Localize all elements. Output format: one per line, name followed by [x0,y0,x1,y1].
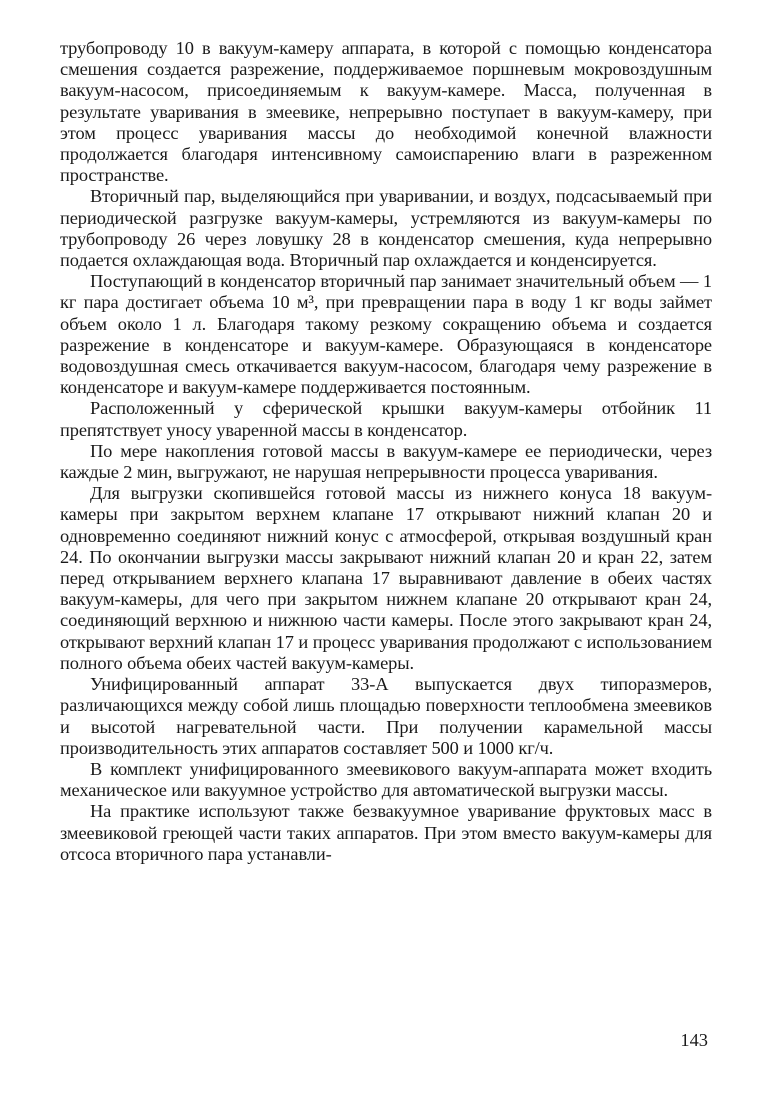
paragraph-4: Расположенный у сферической крышки вакуум-камеры отбойник 11 препятствует уносу уваренной массы в конденсатор. [60,398,712,440]
paragraph-3: Поступающий в конденсатор вторичный пар занимает значительный объем — 1 кг пара достигает объема 10 м³, при превращении пара в воду 1 кг воды займет объем около 1 л. Благодаря такому резкому сокращению объема и создается разрежение в конденсаторе и вакуум-камере. Образующаяся в конденсаторе водовоздушная смесь откачивается вакуум-насосом, благодаря чему разрежение в конденсаторе и вакуум-камере поддерживается постоянным. [60,271,712,398]
document-page [60,38,712,865]
page-number: 143 [680,1030,708,1050]
paragraph-8: В комплект унифицированного змеевикового вакуум-аппарата может входить механическое или вакуумное устройство для автоматической выгрузки массы. [60,758,712,801]
paragraph-6: Для выгрузки скопившейся готовой массы из нижнего конуса 18 вакуум-камеры при закрытом верхнем клапане 17 открывают нижний клапан 20 и одновременно соединяют нижний конус с атмосферой, открывая воздушный кран 24. По окончании выгрузки массы закрывают нижний клапан 20 и кран 22, затем перед открыванием верхнего клапана 17 выравнивают давление в обеих частях вакуум-камеры, для чего при закрытом нижнем клапане 20 открывают кран 24, соединяющий верхнюю и нижнюю части камеры. После этого закрывают кран 24, открывают верхний клапан 17 и процесс уваривания продолжают с использованием полного объема обеих частей вакуум-камеры. [60,483,712,673]
paragraph-9: На практике используют также безвакуумное уваривание фруктовых масс в змеевиковой греющей части таких аппаратов. При этом вместо вакуум-камеры для отсоса вторичного пара устанавли- [60,801,712,864]
paragraph-7: Унифицированный аппарат 33-А выпускается двух типоразмеров, различающихся между собой лишь площадью поверхности теплообмена змеевиков и высотой нагревательной части. При получении карамельной массы производительность этих аппаратов составляет 500 и 1000 кг/ч. [60,674,712,758]
paragraph-5: По мере накопления готовой массы в вакуум-камере ее периодически, через каждые 2 мин, выгружают, не нарушая непрерывности процесса уваривания. [60,440,712,483]
paragraph-2: Вторичный пар, выделяющийся при уваривании, и воздух, подсасываемый при периодической разгрузке вакуум-камеры, устремляются из вакуум-камеры по трубопроводу 26 через ловушку 28 в конденсатор смешения, куда непрерывно подается охлаждающая вода. Вторичный пар охлаждается и конденсируется. [60,186,712,271]
paragraph-1: трубопроводу 10 в вакуум-камеру аппарата, в которой с помощью конденсатора смешения создается разрежение, поддерживаемое поршневым мокровоздушным вакуум-насосом, присоединяемым к вакуум-камере. Масса, полученная в результате уваривания в змеевике, непрерывно поступает в вакуум-камеру, при этом процесс уваривания массы до необходимой конечной влажности продолжается благодаря интенсивному самоиспарению влаги в разреженном пространстве. [60,38,712,186]
